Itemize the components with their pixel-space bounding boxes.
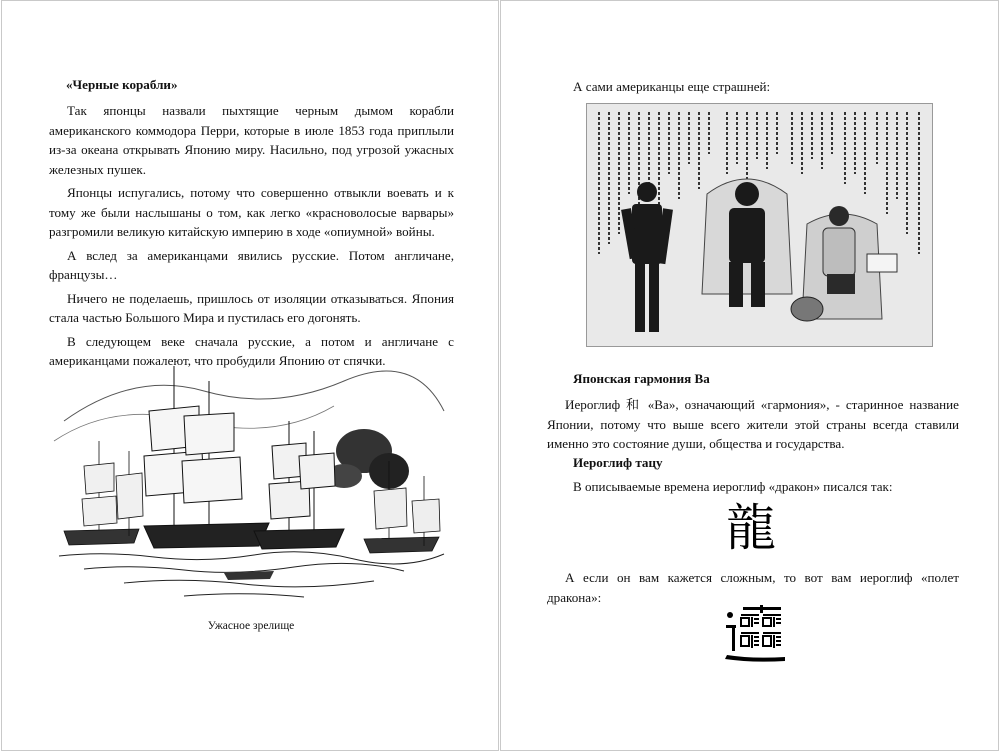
paragraph: Так японцы назвали пыхтящие черным дымом корабли американского коммодора Перри, которые в июле 1853 года приплыли из-за океана открывать Японию миру. Насильно, под угрозой ужасных железных пушек.	[49, 103, 454, 177]
chapter-title: «Черные корабли»	[66, 77, 178, 92]
left-body-text	[49, 101, 454, 375]
flight-of-dragon-kanji-glyph	[723, 605, 787, 663]
paragraph-flight: А если он вам кажется сложным, то вот вам иероглиф «полет дракона»:	[547, 570, 959, 605]
intro-line: А сами американцы еще страшней:	[573, 79, 771, 94]
dragon-kanji: 龍	[726, 499, 776, 557]
paragraph: В следующем веке сначала русские, а потом и англичане с американцами пожалеют, что пробудили Японию от спячки.	[49, 333, 454, 368]
paragraph-dragon: В описываемые времена иероглиф «дракон» писался так:	[573, 479, 893, 494]
left-page	[1, 0, 499, 751]
heading-tatsu: Иероглиф тацу	[573, 455, 663, 470]
paragraph-wa: Иероглиф 和 «Ва», означающий «гармония», - старинное название Японии, потому что выше всего жители этой страны всегда ставили именно это состояние души, общества и государства.	[547, 397, 959, 451]
black-ships-engraving	[44, 351, 452, 606]
paragraph: Ничего не поделаешь, пришлось от изоляции отказываться. Япония стала частью Большого Мира и пустилась его догонять.	[49, 290, 454, 325]
paragraph: Японцы испугались, потому что совершенно отвыкли воевать и к тому же были наслышаны о том, как легко «красноволосые варвары» разгромили великую китайскую империю в ходе «опиумной» войны.	[49, 185, 454, 239]
paragraph: А вслед за американцами явились русские. Потом англичане, французы…	[49, 247, 454, 282]
right-page	[500, 0, 999, 751]
figure-caption: Ужасное зрелище	[207, 620, 295, 632]
japanese-woodblock-print	[586, 103, 933, 347]
heading-wa: Японская гармония Ва	[573, 371, 710, 386]
